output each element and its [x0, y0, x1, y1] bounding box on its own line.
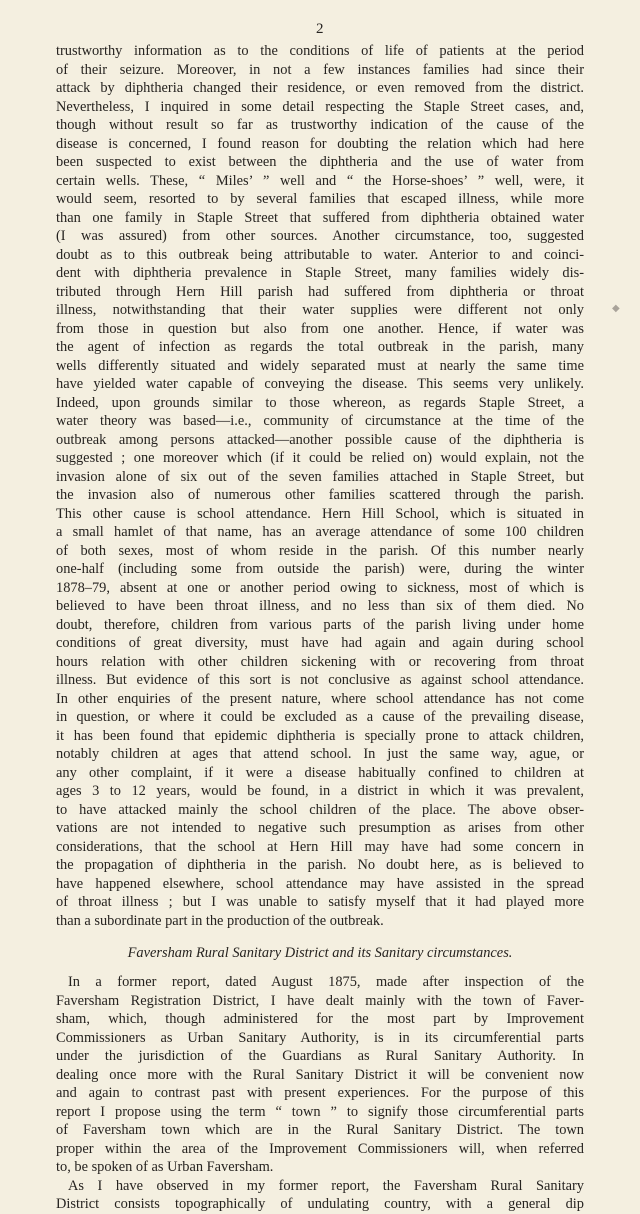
text-line: to have attacked mainly the school children of the place. The above obser- [56, 801, 584, 818]
text-line: suggested ; one moreover which (if it could be relied on) would explain, not the [56, 450, 584, 466]
text-line: a small hamlet of that name, has an average attendance of some 100 children [56, 524, 584, 540]
text-line: one-half (including some from outside the parish) were, during the winter [56, 561, 584, 577]
page-number: 2 [316, 21, 324, 37]
text-line: illness, notwithstanding that their water supplies were different not only [56, 302, 584, 318]
text-line: to, be spoken of as Urban Faversham. [56, 1159, 274, 1175]
text-line: sham, which, though administered for the most part by Improvement [56, 1011, 584, 1027]
text-line: doubt, therefore, children from various parts of the parish living under home [56, 616, 584, 633]
text-line: Nevertheless, I inquired in some detail respecting the Staple Street cases, and, [56, 98, 584, 115]
paragraph-topography [56, 1177, 584, 1214]
text-line: (I was assured) from other sources. Another circumstance, too, suggested [56, 228, 584, 244]
paragraph-school-attendance [56, 42, 584, 930]
text-line: In other enquiries of the present nature, where school attendance has not come [56, 690, 584, 707]
text-line: of Faversham town which are in the Rural Sanitary District. The town [56, 1122, 584, 1138]
text-line: been suspected to exist between the diphtheria and the use of water from [56, 154, 584, 170]
text-line: of both sexes, most of whom reside in the parish. Of this number nearly [56, 542, 584, 559]
text-line: certain wells. These, “ Miles’ ” well and “ the Horse-shoes’ ” well, were, it [56, 172, 584, 189]
text-line: trustworthy information as to the conditions of life of patients at the period [56, 43, 584, 59]
paragraph-former-report [56, 973, 584, 1177]
text-line: in question, or where it could be excluded as a cause of the prevailing disease, [56, 709, 584, 725]
text-line: it has been found that epidemic diphtheria is specially prone to attack children, [56, 727, 584, 744]
text-line: water theory was based—i.e., community of circumstance at the time of the [56, 413, 584, 429]
text-line: Commissioners as Urban Sanitary Authority, is in its circumferential parts [56, 1029, 584, 1046]
text-line: outbreak among persons attacked—another possible cause of the diphtheria is [56, 431, 584, 448]
text-line: conditions of great diversity, must have had again and again during school [56, 635, 584, 651]
text-line: would seem, resorted to by several families that escaped illness, while more [56, 191, 584, 207]
text-line: 1878–79, absent at one or another period owing to sickness, most of which is [56, 579, 584, 596]
document-page [56, 18, 584, 1214]
text-line: under the jurisdiction of the Guardians as Rural Sanitary Authority. In [56, 1048, 584, 1064]
text-line: of their seizure. Moreover, in not a few instances families had since their [56, 61, 584, 78]
text-line: As I have observed in my former report, the Faversham Rural Sanitary [68, 1177, 584, 1194]
text-line: doubt as to this outbreak being attributable to water. Anterior to and coinci- [56, 246, 584, 263]
text-line: hours relation with other children sickening with or recovering from throat [56, 653, 584, 670]
text-line: have yielded water capable of conveying the disease. This seems very unlikely. [56, 376, 584, 392]
text-line: considerations, that the school at Hern Hill may have had some concern in [56, 838, 584, 855]
text-line: tributed through Hern Hill parish had suffered from diphtheria or throat [56, 283, 584, 300]
text-line: attack by diphtheria changed their residence, or even removed from the district. [56, 80, 584, 96]
text-line: Indeed, upon grounds similar to those whereon, as regards Staple Street, a [56, 394, 584, 411]
text-line: proper within the area of the Improvement Commissioners will, when referred [56, 1140, 584, 1157]
text-line: though without result so far as trustworthy indication of the cause of the [56, 117, 584, 133]
text-line: the propagation of diphtheria in the parish. No doubt here, as is believed to [56, 857, 584, 873]
text-line: any other complaint, if it were a disease habitually confined to children at [56, 764, 584, 781]
text-line: disease is concerned, I found reason for doubting the relation which had here [56, 135, 584, 152]
text-line: invasion alone of six out of the seven families attached in Staple Street, but [56, 468, 584, 485]
text-line: illness. But evidence of this sort is not conclusive as against school attendance. [56, 672, 584, 688]
text-line: In a former report, dated August 1875, made after inspection of the [68, 974, 584, 990]
text-line: than a subordinate part in the production of the outbreak. [56, 912, 384, 929]
text-line: and again to contrast past with present experiences. For the purpose of this [56, 1085, 584, 1101]
text-line: ages 3 to 12 years, would be found, in a district in which it was prevalent, [56, 783, 584, 799]
text-line: dent with diphtheria prevalence in Staple Street, many families widely dis- [56, 265, 584, 281]
text-line: of throat illness ; but I was unable to satisfy myself that it had played more [56, 894, 584, 910]
text-line: wells differently situated and widely separated must at nearly the same time [56, 357, 584, 374]
text-line: notably children at ages that attend school. In just the same way, ague, or [56, 746, 584, 762]
text-line: vations are not intended to negative such presumption as arises from other [56, 820, 584, 836]
text-line: report I propose using the term “ town ” to signify those circumferential parts [56, 1103, 584, 1120]
text-line: This other cause is school attendance. Hern Hill School, which is situated in [56, 505, 584, 522]
margin-speck-mark: ◆ [612, 303, 620, 314]
text-line: dealing once more with the Rural Sanitary District it will be convenient now [56, 1066, 584, 1083]
section-heading: Faversham Rural Sanitary District and its Sanitary circumstances. [127, 945, 513, 961]
text-line: from those in question but also from one another. Hence, if water was [56, 320, 584, 337]
text-line: the agent of infection as regards the total outbreak in the parish, many [56, 339, 584, 355]
text-line: Faversham Registration District, I have dealt mainly with the town of Faver- [56, 992, 584, 1009]
text-line: the invasion also of numerous other families scattered through the parish. [56, 487, 584, 503]
text-line: believed to have been throat illness, and no less than six of them died. No [56, 598, 584, 614]
text-line: District consists topographically of undulating country, with a general dip [56, 1196, 584, 1212]
text-line: than one family in Staple Street that suffered from diphtheria obtained water [56, 209, 584, 226]
text-line: have happened elsewhere, school attendance may have assisted in the spread [56, 875, 584, 892]
